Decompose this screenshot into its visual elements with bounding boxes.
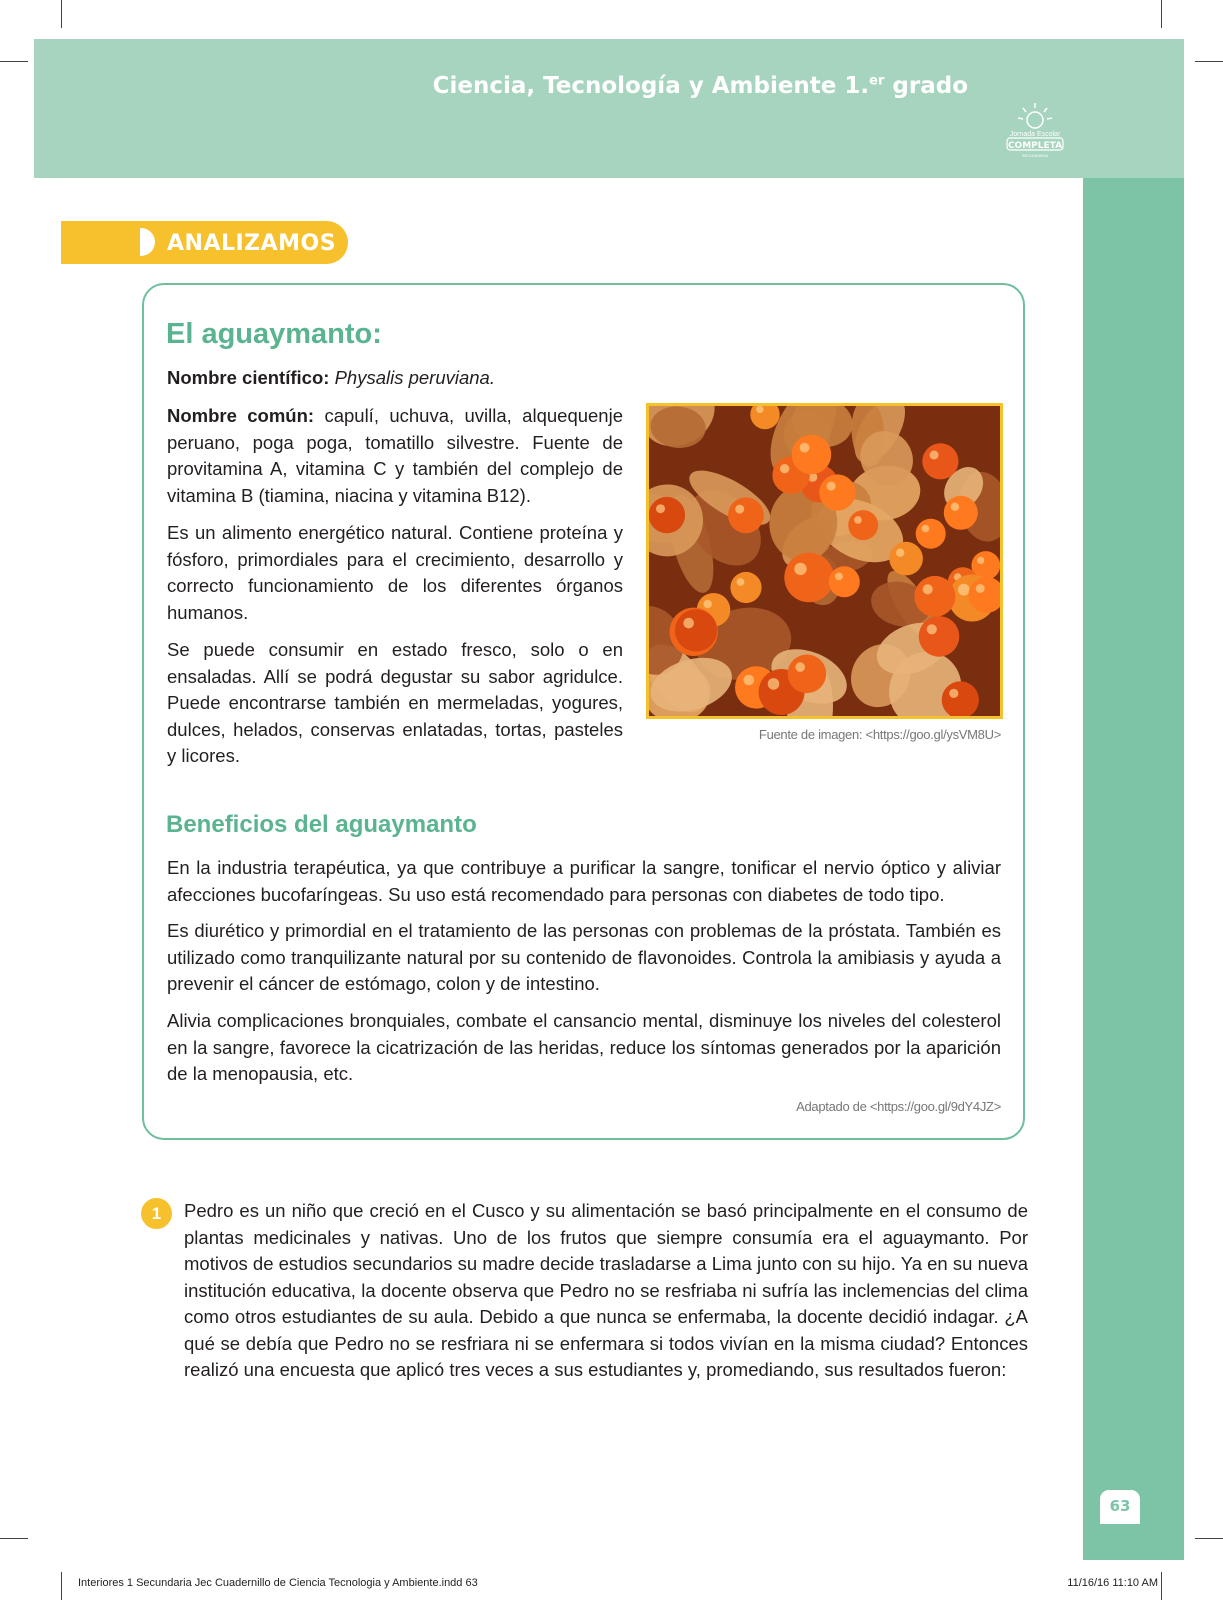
side-color-bar xyxy=(1083,178,1184,1560)
berry-shape xyxy=(730,572,761,603)
crop-mark xyxy=(1195,61,1223,62)
svg-text:COMPLETA: COMPLETA xyxy=(1007,141,1063,151)
crop-mark xyxy=(1161,1572,1162,1600)
berry-highlight xyxy=(922,525,930,533)
benefit-paragraph: Es diurético y primordial en el tratamiento de las personas con problemas de la próstata. También es utilizado como tranquilizante natural por su contenido de flavonoides. Controla la amibiasis y ayuda a prevenir el cáncer de estómago, colon y de intestino. xyxy=(167,920,1001,994)
crop-mark xyxy=(61,1572,62,1600)
berry-shape xyxy=(829,566,860,597)
benefit-paragraph: Alivia complicaciones bronquiales, combate el cansancio mental, disminuye los niveles del colesterol en la sangre, favorece la cicatrización de las heridas, reduce los síntomas generados por la aparición de la menopausia, etc. xyxy=(167,1010,1001,1084)
berry-shape xyxy=(922,443,958,479)
svg-text:Jornada Escolar: Jornada Escolar xyxy=(1009,131,1061,138)
berry-highlight xyxy=(977,557,984,564)
berry-highlight xyxy=(976,584,985,593)
berry-highlight xyxy=(656,504,665,513)
berry-highlight xyxy=(958,584,970,596)
berry-highlight xyxy=(768,678,780,690)
berry-shape xyxy=(819,474,855,510)
aguaymanto-photo xyxy=(646,403,1003,719)
berry-highlight xyxy=(795,662,805,672)
footer-date: 11/16/16 11:10 AM xyxy=(1067,1577,1158,1589)
berry-highlight xyxy=(744,675,755,686)
berry-highlight xyxy=(923,584,933,594)
berry-highlight xyxy=(930,451,939,460)
jornada-escolar-logo xyxy=(990,100,1080,160)
image-source: Fuente de imagen: <https://goo.gl/ysVM8U> xyxy=(758,727,1001,742)
berry-highlight xyxy=(683,618,694,629)
svg-text:SECUNDARIA: SECUNDARIA xyxy=(1021,153,1049,158)
berry-shape xyxy=(792,435,832,475)
berry-highlight xyxy=(835,573,843,581)
scientific-name: Nombre científico: Physalis peruviana. xyxy=(167,367,495,388)
berry-highlight xyxy=(800,443,810,453)
crop-mark xyxy=(1161,0,1162,28)
berry-highlight xyxy=(896,549,904,557)
common-name-paragraph: Nombre común: capulí, uchuva, uvilla, alquequenje peruano, poga poga, tomatillo silvestre. Fuente de provitamina A, vitamina C y también del complejo de vitamina B (tiamina, niacina y vitamina B12). xyxy=(167,405,623,506)
berry-shape xyxy=(944,496,978,530)
berry-highlight xyxy=(854,516,862,524)
berry-shape xyxy=(788,655,827,694)
berry-highlight xyxy=(737,578,745,586)
berry-highlight xyxy=(756,406,763,413)
berry-shape xyxy=(889,542,923,576)
berry-highlight xyxy=(780,464,789,473)
berry-shape xyxy=(848,510,878,540)
consumption-paragraph: Se puede consumir en estado fresco, solo o en ensaladas. Allí se podrá degustar su sabor agridulce. Puede encontrarse también en mermeladas, yogures, dulces, helados, conservas enlatadas, tortas, pasteles y licores. xyxy=(167,639,623,766)
berry-highlight xyxy=(704,600,712,608)
footer-file-name: Interiores 1 Secundaria Jec Cuadernillo de Ciencia Tecnologia y Ambiente.indd 63 xyxy=(78,1577,478,1589)
crop-mark xyxy=(0,61,28,62)
berry-highlight xyxy=(949,689,958,698)
section-tag-label: ANALIZAMOS xyxy=(167,231,337,256)
article-title: El aguaymanto: xyxy=(166,318,382,350)
adapted-source: Adaptado de <https://goo.gl/9dY4JZ> xyxy=(796,1099,1001,1114)
berry-shape xyxy=(916,519,946,549)
berry-highlight xyxy=(827,482,836,491)
berry-shape xyxy=(914,576,955,617)
crop-mark xyxy=(61,0,62,28)
berry-highlight xyxy=(951,503,959,511)
berry-shape xyxy=(649,497,685,533)
question-text: Pedro es un niño que creció en el Cusco y su alimentación se basó principalmente en el consumo de plantas medicinales y nativas. Uno de los frutos que siempre consumía era el aguaymanto. Por motivos de estudios secundarios su madre decide trasladarse a Lima junto con su hijo. Ya en su nueva institución educativa, la docente observa que Pedro no se resfriaba ni sufría las inclemencias del clima como otros estudiantes de su aula. Debido a que nunca se enfermaba, la docente decidió indagar. ¿A qué se debía que Pedro no se resfriara ni se enfermara si todos vivían en la misma ciudad? Entonces realizó una encuesta que aplicó tres veces a sus estudiantes y, promediando, sus resultados fueron: xyxy=(184,1200,1028,1380)
energy-paragraph: Es un alimento energético natural. Contiene proteína y fósforo, primordiales para el crecimiento, desarrollo y correcto funcionamiento de los diferentes órganos humanos. xyxy=(167,522,623,623)
crop-mark xyxy=(1195,1538,1223,1539)
berry-highlight xyxy=(735,505,744,514)
berry-shape xyxy=(784,553,834,603)
page-number: 63 xyxy=(1109,1497,1131,1515)
berry-shape xyxy=(919,616,960,657)
crop-mark xyxy=(0,1538,28,1539)
question-number: 1 xyxy=(141,1198,172,1229)
benefit-paragraph: En la industria terapéutica, ya que contribuye a purificar la sangre, tonificar el nervio óptico y aliviar afecciones bucofaríngeas. Su uso está recomendado para personas con diabetes de todo tipo. xyxy=(167,857,1001,905)
page-header-title: Ciencia, Tecnología y Ambiente 1.$^{er}$ grado xyxy=(432,73,968,99)
berry-shape xyxy=(728,497,764,533)
benefits-title: Beneficios del aguaymanto xyxy=(166,811,477,838)
berry-highlight xyxy=(927,624,937,634)
berry-highlight xyxy=(794,563,806,575)
berry-shape xyxy=(675,609,717,651)
